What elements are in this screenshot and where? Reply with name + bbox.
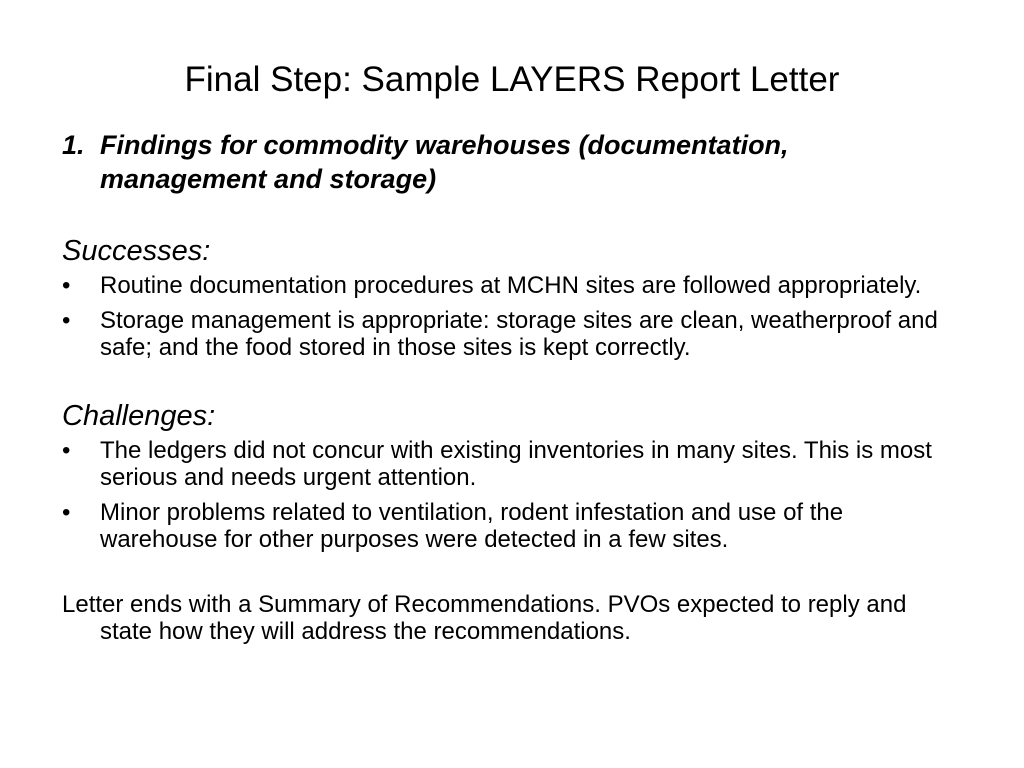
- slide-content: [62, 128, 962, 669]
- bullet-text: Routine documentation procedures at MCHN sites are followed appropriately.: [100, 272, 922, 299]
- closing-paragraph: Letter ends with a Summary of Recommendations. PVOs expected to reply and state how they will address the recommendations.: [62, 591, 907, 645]
- challenges-list: [62, 437, 962, 553]
- findings-heading: [62, 128, 962, 196]
- bullet-glyph: •: [62, 272, 71, 299]
- findings-number: 1.: [62, 130, 85, 160]
- bullet-text: Minor problems related to ventilation, rodent infestation and use of the warehouse for other purposes were detected in a few sites.: [100, 499, 844, 553]
- bullet-glyph: •: [62, 499, 71, 526]
- bullet-glyph: •: [62, 307, 71, 334]
- challenges-label: Challenges:: [62, 400, 216, 432]
- findings-heading-text: Findings for commodity warehouses (documentation, management and storage): [100, 130, 789, 194]
- bullet-glyph: •: [62, 437, 71, 464]
- bullet-text: Storage management is appropriate: storage sites are clean, weatherproof and safe; and the food stored in those sites is kept correctly.: [100, 307, 938, 361]
- slide-title: Final Step: Sample LAYERS Report Letter: [184, 60, 840, 99]
- list-item: [62, 437, 962, 491]
- list-item: [62, 272, 962, 299]
- list-item: [62, 499, 962, 553]
- list-item: [62, 307, 962, 361]
- bullet-text: The ledgers did not concur with existing inventories in many sites. This is most serious and needs urgent attention.: [100, 437, 932, 491]
- successes-label: Successes:: [62, 235, 211, 267]
- successes-list: [62, 272, 962, 361]
